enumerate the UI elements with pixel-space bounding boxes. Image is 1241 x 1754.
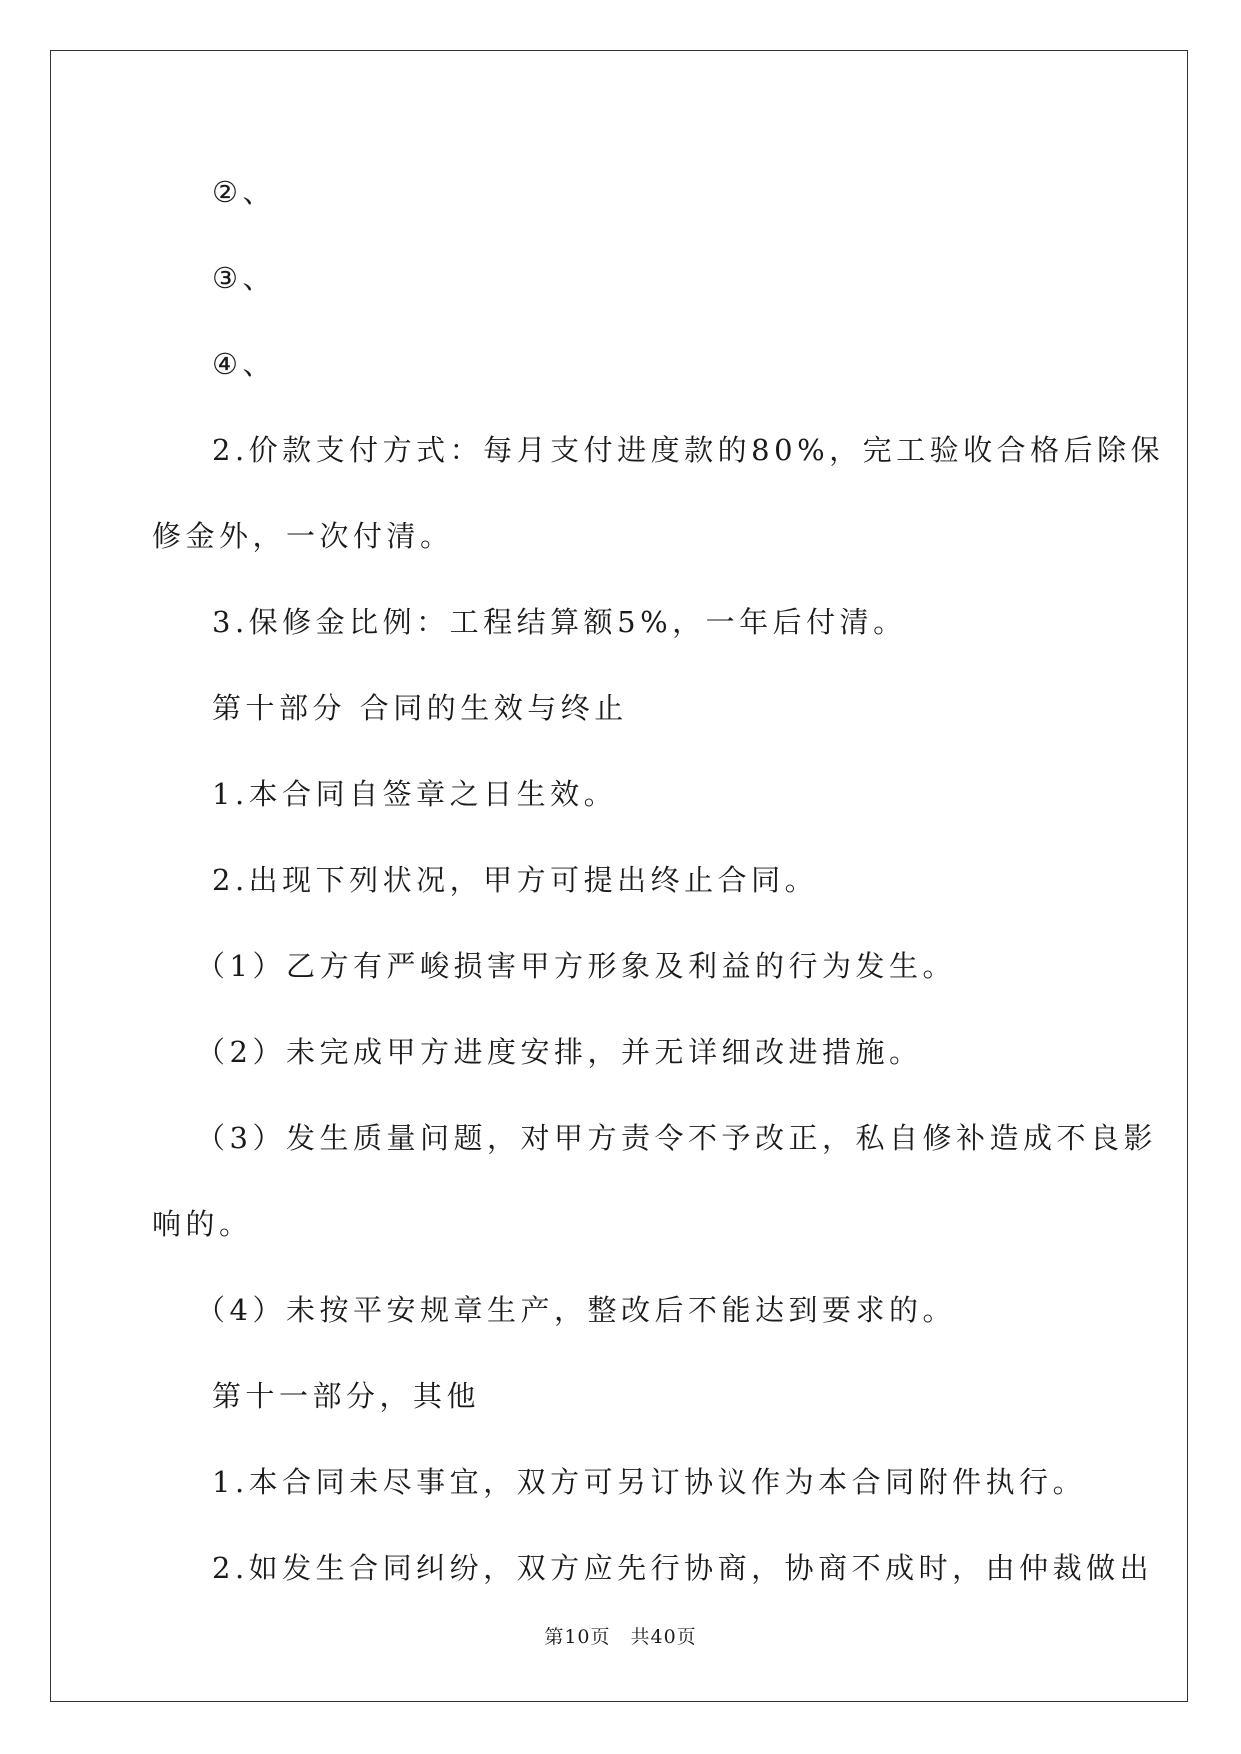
list-item-circle-4: ④、 <box>212 347 276 381</box>
termination-item-1: （1）乙方有严峻损害甲方形象及利益的行为发生。 <box>196 949 956 983</box>
list-item-circle-2: ②、 <box>212 175 276 209</box>
clause-dispute: 2.如发生合同纠纷，双方应先行协商，协商不成时，由仲裁做出 <box>212 1551 1154 1585</box>
termination-item-4: （4）未按平安规章生产，整改后不能达到要求的。 <box>196 1293 956 1327</box>
section-heading-part-11: 第十一部分，其他 <box>212 1379 481 1413</box>
clause-termination: 2.出现下列状况，甲方可提出终止合同。 <box>212 863 819 897</box>
clause-supplementary: 1.本合同未尽事宜，双方可另订协议作为本合同附件执行。 <box>212 1465 1087 1499</box>
section-heading-part-10: 第十部分 合同的生效与终止 <box>212 691 628 725</box>
paragraph-payment-method: 2.价款支付方式：每月支付进度款的80%，完工验收合格后除保 <box>212 433 1165 467</box>
paragraph-warranty-ratio: 3.保修金比例：工程结算额5%，一年后付清。 <box>212 605 907 639</box>
termination-item-3: （3）发生质量问题，对甲方责令不予改正，私自修补造成不良影 <box>196 1121 1157 1155</box>
termination-item-3-cont: 响的。 <box>152 1207 253 1241</box>
page-number-footer: 第10页 共40页 <box>544 1626 697 1648</box>
termination-item-2: （2）未完成甲方进度安排，并无详细改进措施。 <box>196 1035 923 1069</box>
paragraph-payment-method-cont: 修金外，一次付清。 <box>152 519 454 553</box>
list-item-circle-3: ③、 <box>212 261 276 295</box>
clause-effective: 1.本合同自签章之日生效。 <box>212 777 618 811</box>
